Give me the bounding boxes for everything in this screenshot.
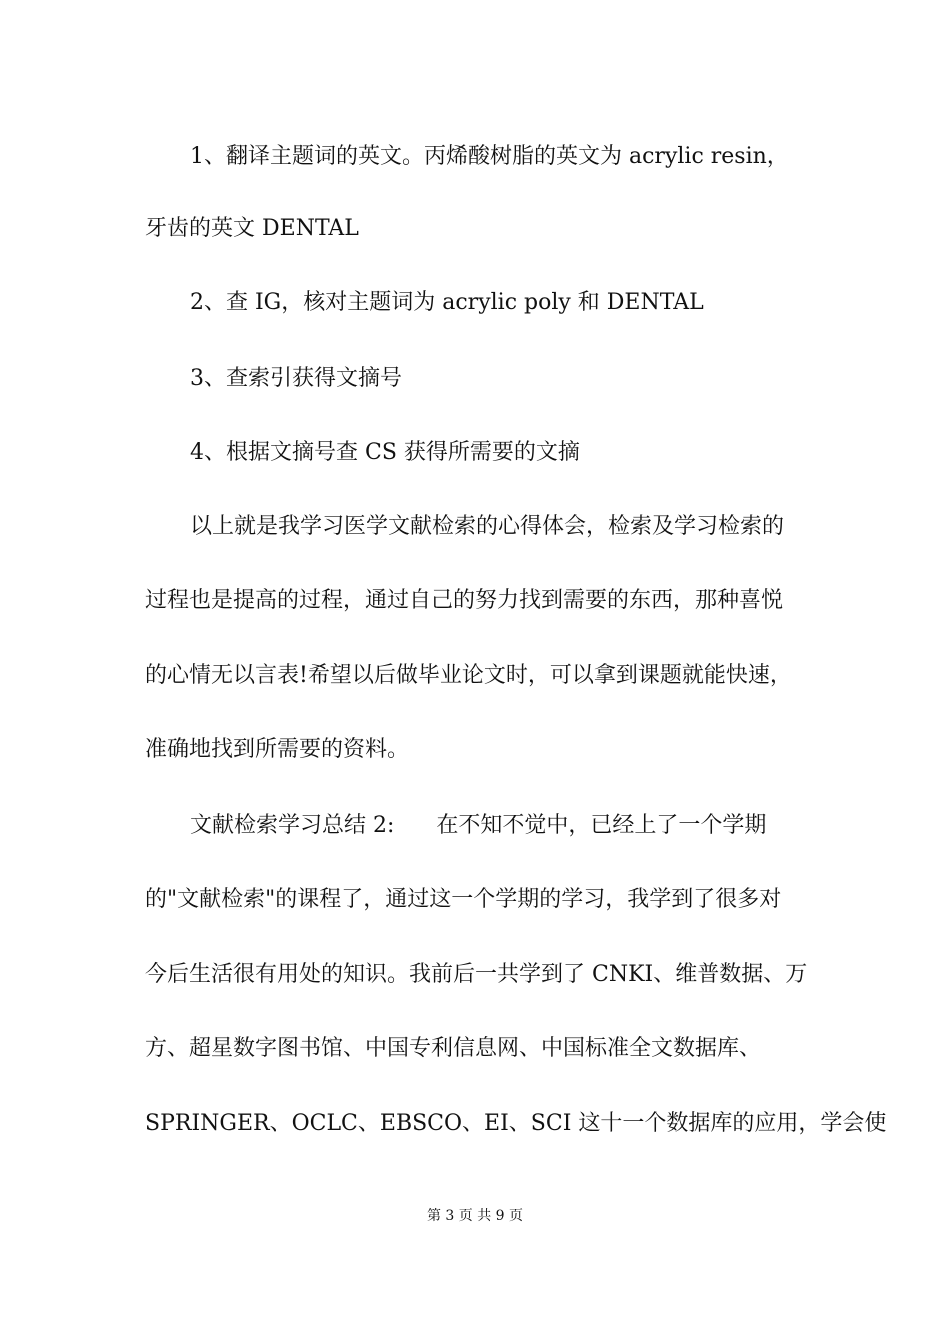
step-1-continued-line: 牙齿的英文 DENTAL [145, 216, 359, 241]
summary-paragraph-line-4: 准确地找到所需要的资料。 [145, 737, 410, 762]
step-2-line: 2、查 IG，核对主题词为 acrylic poly 和 DENTAL [190, 290, 704, 315]
summary-paragraph-line-2: 过程也是提高的过程，通过自己的努力找到需要的东西，那种喜悦 [145, 588, 784, 613]
page-number-footer: 第 3 页 共 9 页 [426, 1208, 524, 1224]
summary-2-line-2: 的"文献检索"的课程了，通过这一个学期的学习，我学到了很多对 [145, 887, 782, 912]
summary-paragraph-line-3: 的心情无以言表!希望以后做毕业论文时，可以拿到课题就能快速， [145, 663, 792, 688]
step-4-line: 4、根据文摘号查 CS 获得所需要的文摘 [190, 440, 580, 465]
summary-2-line-1: 文献检索学习总结 2: 在不知不觉中，已经上了一个学期 [190, 813, 767, 838]
summary-2-line-4: 方、超星数字图书馆、中国专利信息网、中国标准全文数据库、 [145, 1036, 762, 1061]
step-3-line: 3、查索引获得文摘号 [190, 366, 402, 391]
summary-2-line-5: SPRINGER、OCLC、EBSCO、EI、SCI 这十一个数据库的应用，学会使 [145, 1111, 887, 1136]
step-1-line: 1、翻译主题词的英文。丙烯酸树脂的英文为 acrylic resin， [190, 144, 789, 169]
summary-2-line-3: 今后生活很有用处的知识。我前后一共学到了 CNKI、维普数据、万 [145, 962, 808, 987]
summary-paragraph-line-1: 以上就是我学习医学文献检索的心得体会，检索及学习检索的 [190, 514, 785, 539]
